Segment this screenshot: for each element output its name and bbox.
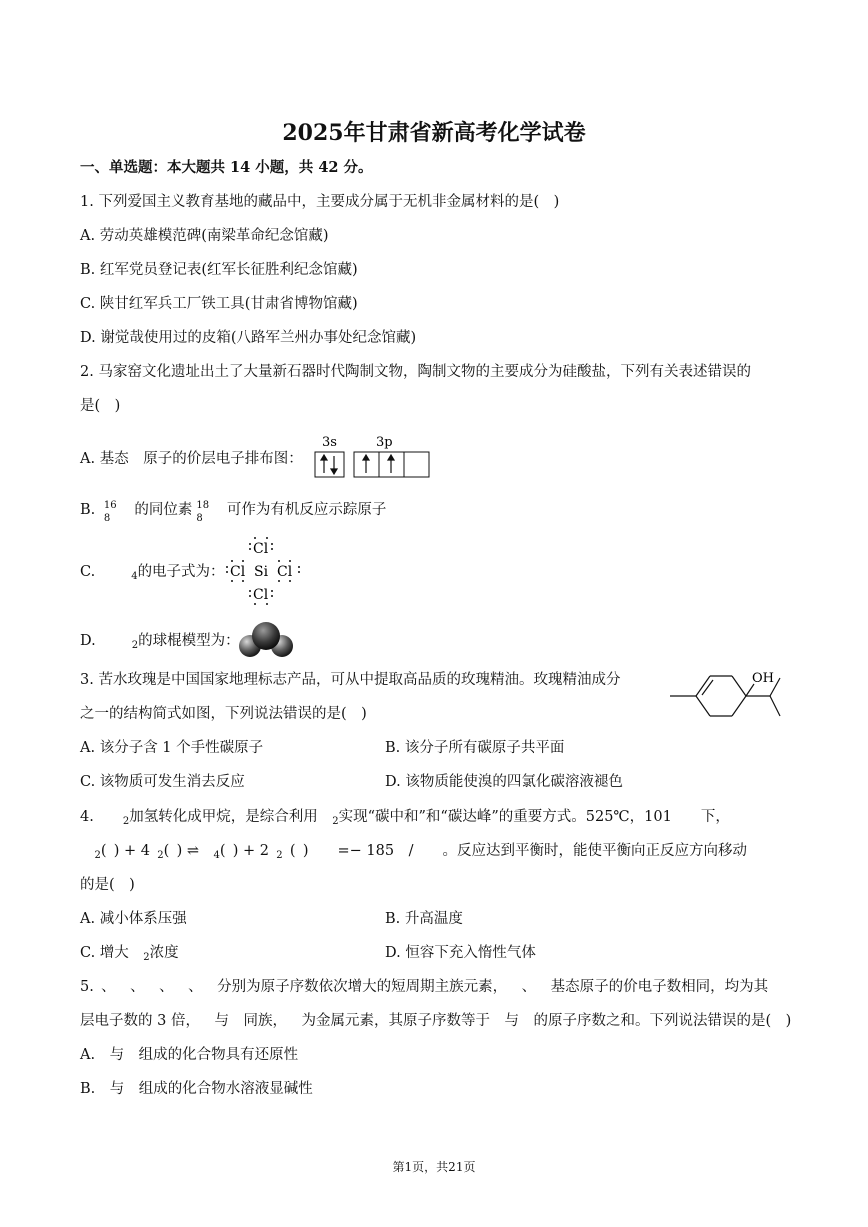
q5-option-a: A. 与 组成的化合物具有还原性 xyxy=(80,1047,299,1063)
orbital-diagram xyxy=(312,432,432,480)
q5-stem-line2: 层电子数的 3 倍， 与 同族， 为金属元素，其原子序数等于 与 的原子序数之和。下列说法错误的是( ) xyxy=(80,1013,792,1029)
orbital-label-3s: 3s xyxy=(322,435,337,450)
svg-text:OH: OH xyxy=(752,671,774,686)
q5-option-b: B. 与 组成的化合物水溶液显碱性 xyxy=(80,1081,313,1097)
svg-text:Cl: Cl xyxy=(277,564,293,580)
section-heading: 一、单选题：本大题共 14 小题，共 42 分。 xyxy=(80,159,373,176)
orbital-label-3p: 3p xyxy=(376,435,393,450)
q4-stem-line3: 的是( ) xyxy=(80,877,135,893)
q1-option-c: C. 陕甘红军兵工厂铁工具(甘肃省博物馆藏) xyxy=(80,296,358,312)
q3-option-c: C. 该物质可发生消去反应 xyxy=(80,774,245,790)
sicl4-lewis-structure xyxy=(226,534,302,606)
electron-arrows xyxy=(321,455,394,474)
q1-option-a: A. 劳动英雄模范碑(南梁革命纪念馆藏) xyxy=(80,228,329,244)
q3-stem-line2: 之一的结构简式如图，下列说法错误的是( ) xyxy=(80,706,367,722)
q3-stem-line1: 3. 苦水玫瑰是中国国家地理标志产品，可从中提取高品质的玫瑰精油。玫瑰精油成分 xyxy=(80,672,621,688)
q4-option-b: B. 升高温度 xyxy=(385,911,463,927)
svg-text:Cl: Cl xyxy=(230,564,246,580)
q3-option-b: B. 该分子所有碳原子共平面 xyxy=(385,740,565,756)
q4-option-d: D. 恒容下充入惰性气体 xyxy=(385,945,536,961)
q4-equation-line: $_2$( ) + 4 $_2$( ) ⇌ $_4$( ) + 2 $_2$ ( ) =− 185 / 。反应达到平衡时，能使平衡向正反应方向移动 xyxy=(94,843,747,861)
q3-option-a: A. 该分子含 1 个手性碳原子 xyxy=(80,740,264,756)
q1-stem: 1. 下列爱国主义教育基地的藏品中，主要成分属于无机非金属材料的是( ) xyxy=(80,194,560,210)
q2-option-a: A. 基态 原子的价层电子排布图： xyxy=(80,451,303,467)
q3-option-d: D. 该物质能使溴的四氯化碳溶液褪色 xyxy=(385,774,623,790)
svg-text:Si: Si xyxy=(254,564,269,580)
q4-option-c: C. 增大 $_2$浓度 xyxy=(80,945,179,963)
svg-text:Cl: Cl xyxy=(253,587,269,603)
page-title: 2025年甘肃省新高考化学试卷 xyxy=(282,120,586,146)
q4-option-a: A. 减小体系压强 xyxy=(80,911,187,927)
q2-option-c: C. $_4$的电子式为： xyxy=(80,564,225,582)
rose-oil-structure xyxy=(666,664,790,728)
q5-stem-line1: 5. 、 、 、 、 分别为原子序数依次增大的短周期主族元素， 、 基态原子的价电子数相同，均为其 xyxy=(80,979,769,995)
q2-stem-line1: 2. 马家窑文化遗址出土了大量新石器时代陶制文物，陶制文物的主要成分为硅酸盐，下列有关表述错误的 xyxy=(80,364,751,380)
svg-text:Cl: Cl xyxy=(253,541,269,557)
page-footer: 第1页，共21页 xyxy=(392,1160,476,1174)
orbital-box-3s xyxy=(315,452,344,477)
q4-stem-line1: 4. $_2$加氢转化成甲烷，是综合利用 $_2$实现“碳中和”和“碳达峰”的重要方式。525℃，101 下， xyxy=(80,809,730,827)
q1-option-d: D. 谢觉哉使用过的皮箱(八路军兰州办事处纪念馆藏) xyxy=(80,330,417,346)
q2-option-d: D. $_2$的球棍模型为： xyxy=(80,633,240,651)
q2-stem-line2: 是( ) xyxy=(80,398,121,414)
q1-option-b: B. 红军党员登记表(红军长征胜利纪念馆藏) xyxy=(80,262,358,278)
q2-option-b: B. 16 8 的同位素 18 8 可作为有机反应示踪原子 xyxy=(80,500,387,524)
ball-stick-model xyxy=(236,620,296,660)
